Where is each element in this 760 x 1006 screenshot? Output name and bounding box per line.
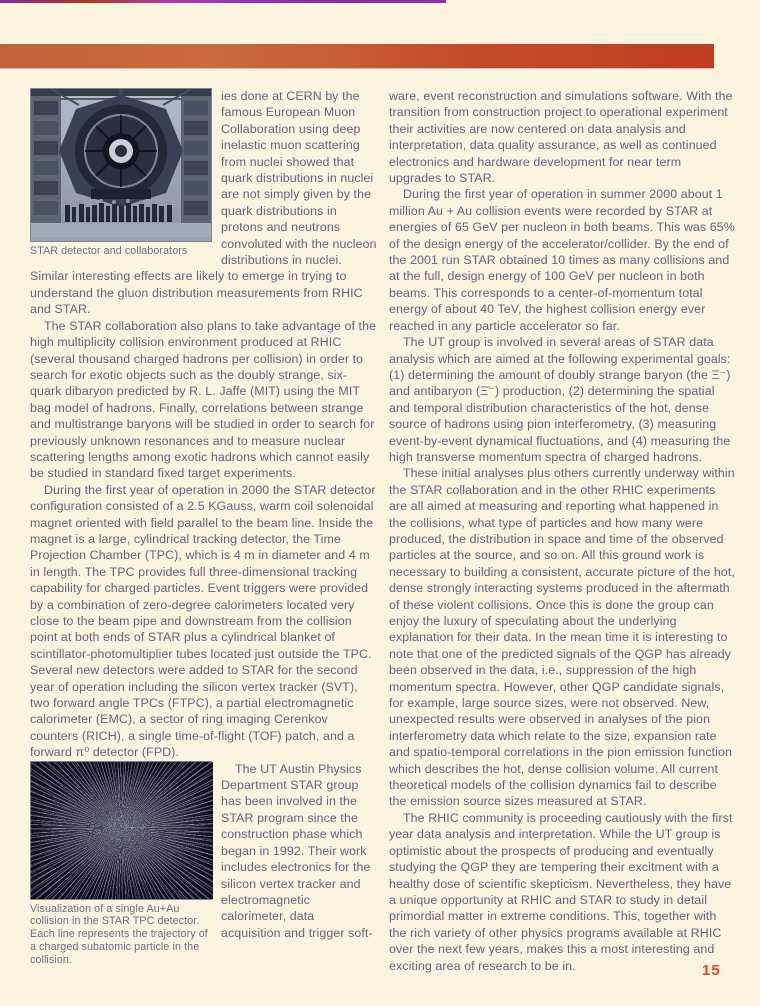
left-column	[30, 88, 377, 970]
paragraph-left-4: The UT Austin Physics Department STAR group has been involved in the STAR program since the construction phase which began in 1992. Their work includes electronics for the silicon vertex tracker and electromagnetic calorimeter, data acquisition and trigger soft-	[221, 761, 373, 940]
collision-tracks-art	[31, 762, 213, 899]
star-detector-photo	[30, 88, 212, 242]
page-number: 15	[702, 962, 721, 979]
collision-photo-block	[30, 761, 212, 967]
paragraph-left-2: The STAR collaboration also plans to take advantage of the high multiplicity collision environment produced at RHIC (several thousand charged hadrons per collision) in order to search for exotic objects such as the doubly strange, six-quark dibaryon predicted by R. L. Jaffe (MIT) using the MIT bag model of hadrons. Finally, correlations between strange and multistrange baryons will be studied in order to search for previously unknown resonances and to measure nuclear scattering lengths among exotic hadrons which cannot easily be studied in standard fixed target experiments.	[30, 318, 377, 481]
accent-bar	[0, 44, 714, 68]
paragraph-right-4: These initial analyses plus others currently underway within the STAR collaboration and in the other RHIC experiments are all aimed at measuring and reporting what happened in the collisions, what type of particles and how many were produced, the distribution in space and time of the observed particles at the source, and so on. All this ground work is necessary to building a consistent, accurate picture of the hot, dense strongly interacting systems produced in the aftermath of these violent collisions. Once this is done the group can enjoy the luxury of speculating about the underlying explanation for their data. In the mean time it is interesting to note that one of the predicted signals of the QGP has already been observed in the data, i.e., suppression of the high momentum spectra. However, other QGP candidate signals, for example, large source sizes, were not observed. New, unexpected results were observed in analyses of the pion interferometry data which relate to the size, expansion rate and spatio-temporal correlations in the pion emission function which describes the hot, dense collision volume. All current theoretical models of the collision dynamics fail to describe the emission source sizes measured at STAR.	[389, 466, 735, 809]
paragraph-right-5: The RHIC community is proceeding cautiously with the first year data analysis and interpretation. While the UT group is optimistic about the prospects of producing and eventually studying the QGP they are tempering their excitment with a healthy dose of scientific skepticism. Nevertheless, they have a unique opportunity at RHIC and STAR to study in detail primordial matter in extreme conditions. This, together with the rich variety of other physics programs available at RHIC over the next few years, makes this a most interesting and exciting area of research to be in.	[389, 810, 733, 973]
star-detector-photo-art	[31, 89, 211, 237]
photo2-caption: Visualization of a single Au+Au collision in the STAR TPC detector. Each line represents the trajectory of a charged subatomic particle in the collision.	[30, 902, 208, 966]
photo1-caption: STAR detector and collaborators	[30, 245, 188, 258]
star-detector-photo-block	[30, 88, 212, 258]
paragraph-right-3: The UT group is involved in several areas of STAR data analysis which are aimed at the following experimental goals: (1) determining the amount of doubly strange baryon (the Ξ⁻) and antibaryon (Ξ̄⁻) production, (2) determining the spatial and temporal distribution characteristics of the hot, dense source of hadrons using pion interferometry, (3) measuring event-by-event dynamical fluctuations, and (4) measuring the high transverse momentum spectra of charged hadrons.	[389, 335, 731, 464]
paragraph-left-3: During the first year of operation in 2000 the STAR detector configuration consisted of a 2.5 KGauss, warm coil solenoidal magnet oriented with field parallel to the beam line. Inside the magnet is a large, cylindrical tracking detector, the Time Projection Chamber (TPC), which is 4 m in diameter and 4 m in length. The TPC provides full three-dimensional tracking capability for charged particles. Event triggers were provided by a combination of zero-degree calorimeters located very close to the beam pipe and downstream from the collision point at both ends of STAR plus a cylindrical blanket of scintillator-photomultiplier tubes located just outside the TPC. Several new detectors were added to STAR for the second year of operation including the silicon vertex tracker (SVT), two forward angle TPCs (FTPC), a partial electromagnetic calorimeter (EMC), a sector of ring imaging Cerenkov counters (RICH), a single time-of-flight (TOF) patch, and a forward π⁰ detector (FPD).	[30, 482, 376, 760]
paragraph-left-1: ies done at CERN by the famous European Muon Collaboration using deep inelastic muon scattering from nuclei showed that quark distributions in nuclei are not simply given by the quark distributions in protons and neutrons convoluted with the nucleon distributions in nuclei. Similar interesting effects are likely to emerge in trying to understand the gluon distribution measurements from RHIC and STAR.	[30, 89, 377, 317]
collision-photo	[30, 761, 212, 900]
paragraph-right-1: ware, event reconstruction and simulations software. With the transition from construction project to operational experiment their activities are now centered on data analysis and interpretation, data quality assurance, as well as continued electronics and hardware development for near term upgrades to STAR.	[389, 89, 733, 186]
right-column	[389, 88, 737, 974]
paragraph-right-2: During the first year of operation in summer 2000 about 1 million Au + Au collision events were recorded by STAR at energies of 65 GeV per nucleon in both beams. This was 65% of the design energy of the accelerator/collider. By the end of the 2001 run STAR obtained 10 times as many collisions and at the full, design energy of 100 GeV per nucleon in both beams. This corresponds to a center-of-momentum total energy of about 40 TeV, the highest collision energy ever reached in any particle accelerator so far.	[389, 187, 735, 333]
scan-edge-strip	[0, 0, 446, 3]
